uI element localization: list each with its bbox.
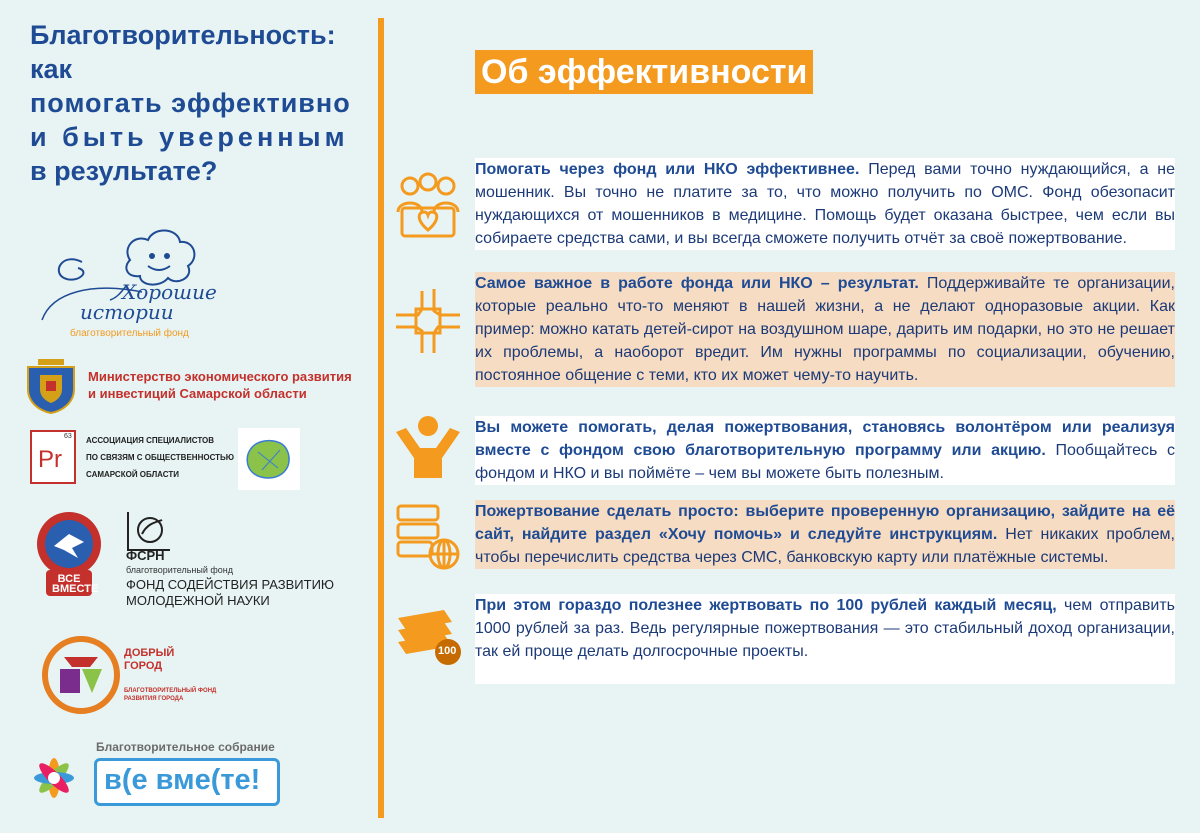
pr-number: 63: [64, 433, 72, 440]
info-text-2: Поддерживайте те организации, которые реально что-то меняют в нашей жизни, а не делают одноразовые акции. Как пример: можно катать детей-сирот на воздушном шаре, дарить им подарки, но это не решает их проблемы, а наоборот вредит. Им нужны программы по социализации, обучению, постоянное общение с теми, кто их может чему-то научить.: [475, 275, 1176, 384]
fsrn-logo: [124, 510, 374, 610]
dobryi-line-1: ДОБРЫЙ: [124, 647, 175, 659]
banknotes-icon: [392, 600, 464, 672]
server-globe-icon: [392, 500, 464, 572]
region-map-logo: [238, 428, 300, 490]
map-icon: [238, 428, 300, 490]
fsrn-line-1: ФОНД СОДЕЙСТВИЯ РАЗВИТИЮ: [126, 577, 335, 592]
dobryi-line-2: ГОРОД: [124, 660, 163, 672]
title-line-1: Благотворительность: как: [30, 20, 336, 84]
info-paragraph-1: [475, 158, 1175, 250]
info-block-1: [475, 158, 1175, 250]
info-block-2: [475, 272, 1175, 387]
joined-hands-icon: [392, 285, 464, 357]
volunteer-icon: [392, 412, 464, 484]
info-paragraph-5: [475, 594, 1175, 663]
dobryi-gorod-logo: [42, 635, 252, 715]
vse-vmeste-text: ВСЕ ВМЕСТЕ: [52, 573, 99, 595]
title-line-3: и быть уверенным: [30, 122, 349, 152]
dobryi-gorod-emblem-icon: [42, 635, 120, 715]
title-line-2: помогать эффективно: [30, 88, 351, 118]
info-paragraph-2: [475, 272, 1175, 387]
left-column: [0, 0, 375, 833]
info-block-3: [475, 416, 1175, 485]
info-paragraph-3: [475, 416, 1175, 485]
title-line-4: в результате?: [30, 156, 218, 186]
info-bold-3: Вы можете помогать, делая пожертвования, становясь волонтёром или реализуя вместе с фондом свою благотворительную программу или акцию.: [475, 419, 1175, 459]
sobranie-name: в(е вме(те!: [104, 764, 261, 796]
section-title: Об эффективности: [475, 50, 813, 94]
coin-badge: 100: [438, 645, 457, 657]
info-text-3: Пообщайтесь с фондом и НКО и вы поймёте – чем вы можете быть полезным.: [475, 442, 1175, 482]
page-title: [30, 18, 370, 188]
money-stack-icon: [392, 600, 464, 672]
pr-line-3: САМАРСКОЙ ОБЛАСТИ: [86, 470, 179, 479]
logo-caption: благотворительный фонд: [70, 328, 189, 339]
pr-line-1: АССОЦИАЦИЯ СПЕЦИАЛИСТОВ: [86, 436, 215, 445]
vse-vmeste-logo: [32, 510, 107, 600]
ministry-line-1: Министерство экономического развития: [88, 369, 352, 384]
fsrn-caption: благотворительный фонд: [126, 565, 234, 575]
sobranie-logo: [22, 738, 292, 810]
fsrn-line-2: МОЛОДЕЖНОЙ НАУКИ: [126, 593, 270, 608]
logo-line-2: истории: [80, 300, 174, 324]
people-heart-icon: [392, 168, 464, 240]
info-text-1: Перед вами точно нуждающийся, а не мошенник. Вы точно не платите за то, что можно получить по ОМС. Фонд обезопасит нуждающихся от мошенников в медицине. Помощь будет оказана быстрее, чем если вы собираете средства сами, и вы всегда сможете получить отчёт за своё пожертвование.: [475, 161, 1175, 247]
info-block-5: [475, 594, 1175, 684]
info-bold-1: Помогать через фонд или НКО эффективнее.: [475, 161, 860, 178]
coat-of-arms-icon: [22, 355, 80, 415]
info-bold-5: При этом гораздо полезнее жертвовать по 100 рублей каждый месяц,: [475, 597, 1057, 614]
flower-icon: [22, 738, 88, 810]
ministry-logo: [22, 355, 362, 415]
info-text-5: чем отправить 1000 рублей за раз. Ведь регулярные пожертвования — это стабильный доход организации, так ей проще делать долгосрочные проекты.: [475, 597, 1176, 660]
info-paragraph-4: [475, 500, 1175, 569]
logo-line-1: Хорошие: [122, 280, 217, 304]
ministry-line-2: и инвестиций Самарской области: [88, 386, 307, 401]
sobranie-caption: Благотворительное собрание: [96, 740, 275, 754]
pr-mark: Pr: [38, 446, 62, 473]
dobryi-caption-1: БЛАГОТВОРИТЕЛЬНЫЙ ФОНД: [124, 688, 217, 694]
dobryi-caption-2: РАЗВИТИЯ ГОРОДА: [124, 696, 184, 702]
pr-line-2: ПО СВЯЗЯМ С ОБЩЕСТВЕННОСТЬЮ: [86, 453, 235, 462]
info-bold-2: Самое важное в работе фонда или НКО – результат.: [475, 275, 919, 292]
vertical-divider: [378, 18, 384, 818]
info-bold-4: Пожертвование сделать просто: выберите проверенную организацию, зайдите на её сайт, найдите раздел «Хочу помочь» и следуйте инструкциям.: [475, 503, 1175, 543]
horoshie-istorii-logo: [22, 222, 252, 347]
pr-association-logo: [30, 430, 235, 488]
info-text-4: Нет никаких проблем, чтобы перечислить средства через СМС, банковскую карту или платёжные системы.: [475, 526, 1175, 566]
fsrn-mark: ФСРН: [126, 548, 165, 563]
info-block-4: [475, 500, 1175, 569]
